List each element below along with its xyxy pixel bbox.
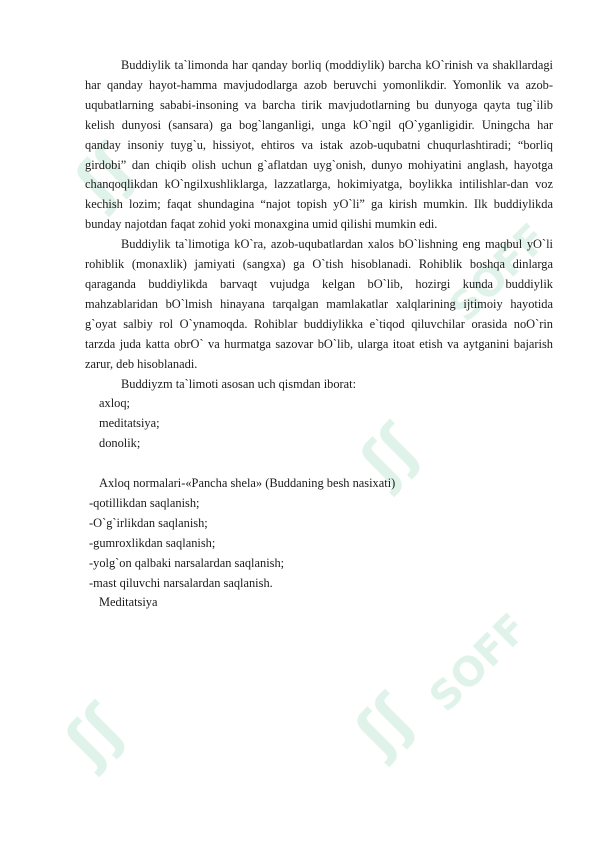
list-item: -qotillikdan saqlanish; [89, 495, 200, 510]
list-item: -yolg`on qalbaki narsalardan saqlanish; [89, 555, 285, 570]
watermark-logo: ʃʃ [62, 132, 148, 218]
list-item: -gumroxlikdan saqlanish; [89, 535, 216, 550]
watermark-logo: ʃʃ [342, 682, 428, 768]
document-body [85, 56, 553, 613]
paragraph: Buddiylik ta`limonda har qanday borliq (moddiylik) barcha kO`rinish va shakllardagi har qanday hayot-hamma mavjudodlarga azob beruvchi yomonlikdir. Yomonlik va azob-uqubatlarning sababi-insoning va barcha tirik mavjudotlarning bu dunyoga qayta tug`ilib kelish dunyosi (sansara) ga bog`langanligi, unga kO`ngil qO`yganligidir. Uningcha har qanday insoniy tuyg`u, hissiyot, ehtiros va istak azob-uqubatni chuqurlashtiradi; “borliq girdobi” dan chiqib olish uchun g`aflatdan uyg`onish, dunyo mohiyatini anglash, hayotga chanqoqlikdan kO`ngilxushliklarga, lazzatlarga, hokimiyatga, boylikka intilishlar-dan voz kechish lozim; faqat shundagina “najot topish yO`li” ga kirish mumkin. Ilk buddiylikda bunday najotdan faqat zohid yoki monaxgina umid qilishi mumkin edi. [85, 58, 553, 232]
watermark-logo: ʃʃ [52, 692, 138, 778]
list-item: -O`g`irlikdan saqlanish; [89, 515, 208, 530]
list-item: donolik; [99, 436, 141, 451]
list-item: axloq; [99, 396, 130, 411]
section-heading: Axloq normalari-«Pancha shela» (Buddaning besh nasixati) [99, 476, 396, 491]
watermark-text: SOFF [420, 605, 537, 721]
watermark-text: SOFF [440, 215, 557, 331]
list-item: -mast qiluvchi narsalardan saqlanish. [89, 575, 273, 590]
spacer [85, 454, 553, 474]
paragraph: Buddiyzm ta`limoti asosan uch qismdan iborat: [121, 376, 357, 391]
list-item: meditatsiya; [99, 416, 160, 431]
section-heading: Meditatsiya [99, 595, 158, 610]
watermark-logo: ʃʃ [347, 412, 433, 498]
paragraph: Buddiylik ta`limotiga kO`ra, azob-uqubatlardan xalos bO`lishning eng maqbul yO`li rohiblik (monaxlik) jamiyati (sangxa) ga O`tish hisoblanadi. Rohiblik boshqa dinlarga qaraganda buddiylikda barvaqt vujudga kelgan bO`lib, hozirgi kunda buddiylik mahzablaridan bO`lmish hinayana tarqalgan mamlakatlar xalqlarining ijtimoiy hayotida g`oyat salbiy rol O`ynamoqda. Rohiblar buddiylikka e`tiqod qiluvchilar orasida noO`rin tarzda juda katta obrO` va hurmatga sazovar bO`lib, ularga itoat etish va aytganini bajarish zarur, deb hisoblanadi. [85, 237, 553, 371]
